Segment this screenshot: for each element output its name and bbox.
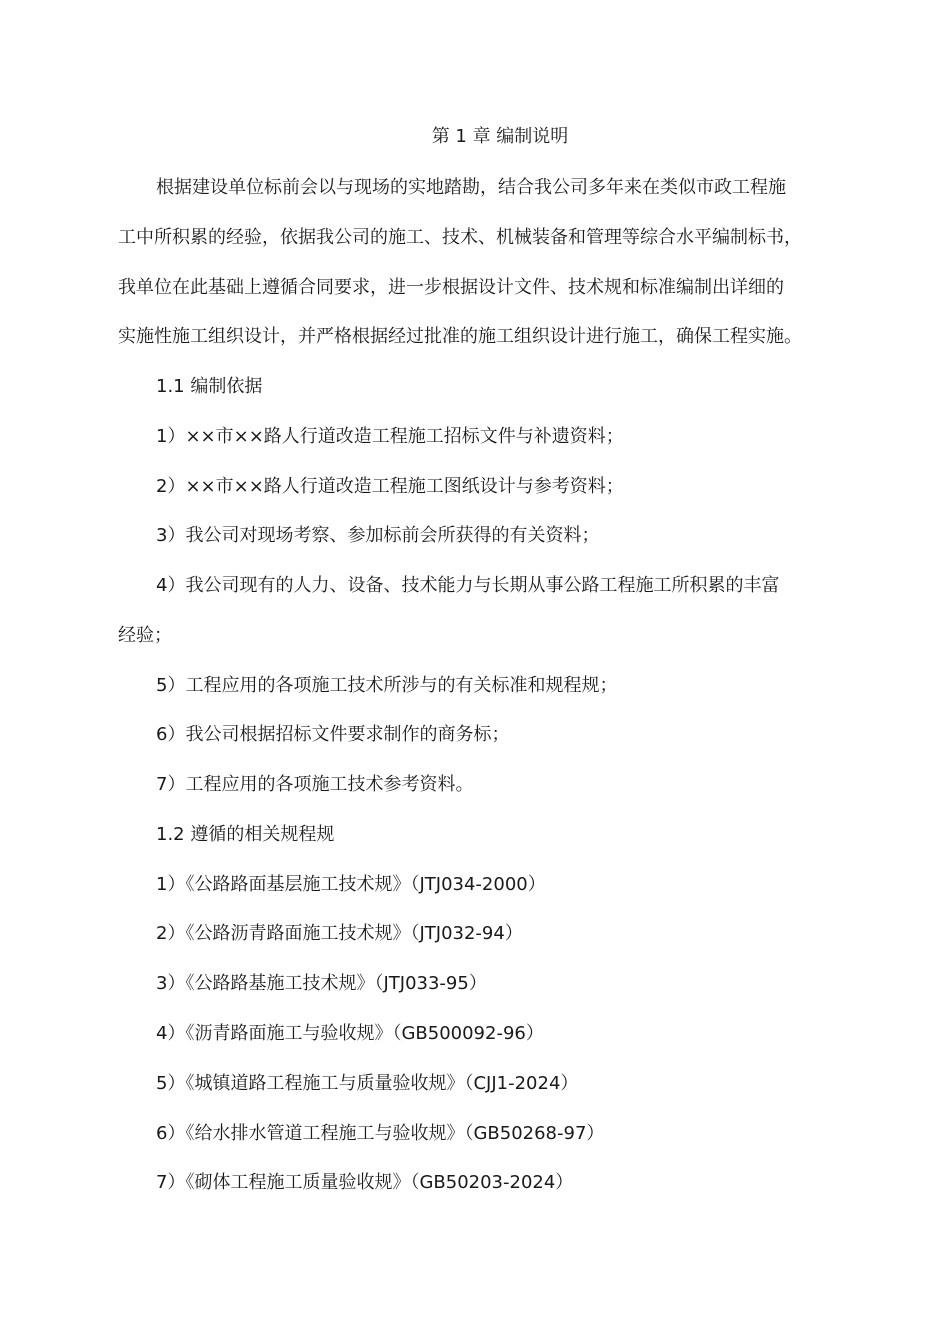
- basis-item: 7）工程应用的各项施工技术参考资料。: [156, 774, 474, 795]
- intro-line: 工中所积累的经验，依据我公司的施工、技术、机械装备和管理等综合水平编制标书，: [118, 227, 802, 248]
- basis-item-continuation: 经验；: [118, 625, 172, 646]
- standard-item: 3）《公路路基施工技术规》（JTJ033-95）: [156, 973, 487, 994]
- intro-line: 实施性施工组织设计，并严格根据经过批准的施工组织设计进行施工，确保工程实施。: [118, 326, 802, 347]
- section-heading-1-1: 1.1 编制依据: [156, 376, 263, 397]
- standard-item: 5）《城镇道路工程施工与质量验收规》（CJJ1-2024）: [156, 1073, 579, 1094]
- intro-line: 我单位在此基础上遵循合同要求，进一步根据设计文件、技术规和标准编制出详细的: [118, 277, 784, 298]
- standard-item: 7）《砌体工程施工质量验收规》（GB50203-2024）: [156, 1172, 574, 1193]
- basis-item: 1）××市××路人行道改造工程施工招标文件与补遗资料；: [156, 426, 624, 447]
- basis-item: 3）我公司对现场考察、参加标前会所获得的有关资料；: [156, 525, 600, 546]
- section-heading-1-2: 1.2 遵循的相关规程规: [156, 824, 335, 845]
- standard-item: 6）《给水排水管道工程施工与验收规》（GB50268-97）: [156, 1123, 605, 1144]
- standard-item: 1）《公路路面基层施工技术规》（JTJ034-2000）: [156, 874, 546, 895]
- basis-item: 4）我公司现有的人力、设备、技术能力与长期从事公路工程施工所积累的丰富: [156, 575, 780, 596]
- standard-item: 4）《沥青路面施工与验收规》（GB500092-96）: [156, 1023, 544, 1044]
- chapter-title: 第 1 章 编制说明: [431, 126, 569, 147]
- intro-line: 根据建设单位标前会以与现场的实地踏勘，结合我公司多年来在类似市政工程施: [156, 177, 786, 198]
- basis-item: 6）我公司根据招标文件要求制作的商务标；: [156, 724, 510, 745]
- standard-item: 2）《公路沥青路面施工技术规》（JTJ032-94）: [156, 923, 523, 944]
- basis-item: 5）工程应用的各项施工技术所涉与的有关标准和规程规；: [156, 675, 618, 696]
- basis-item: 2）××市××路人行道改造工程施工图纸设计与参考资料；: [156, 476, 624, 497]
